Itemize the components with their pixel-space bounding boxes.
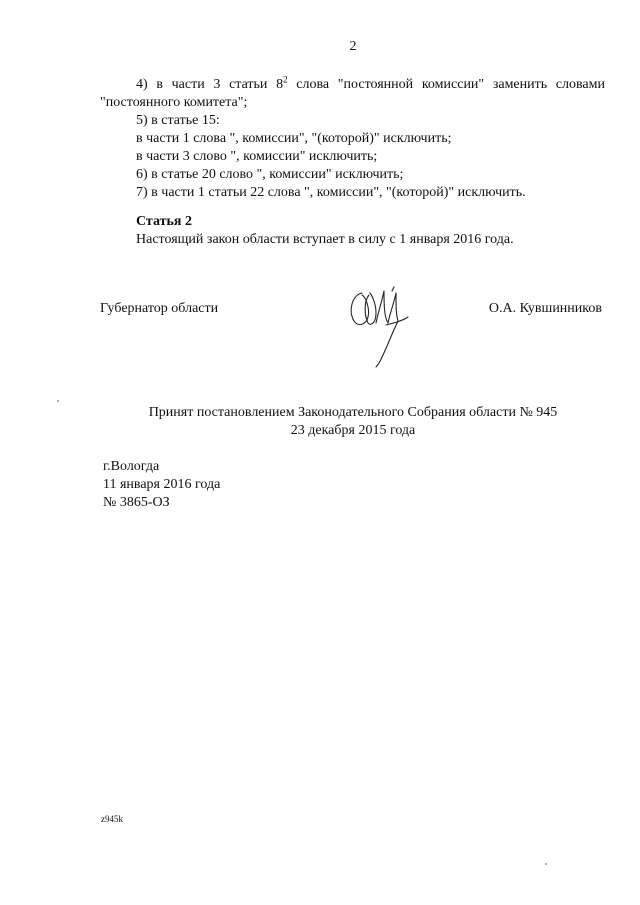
article-text: Настоящий закон области вступает в силу с 1 января 2016 года. <box>136 232 514 247</box>
handwritten-signature-icon <box>342 283 412 373</box>
governor-title: Губернатор области <box>100 301 219 316</box>
adoption-note <box>33 404 640 440</box>
adoption-line-2: 23 декабря 2015 года <box>290 423 416 438</box>
document-code: z945k <box>101 814 123 824</box>
page-number: 2 <box>349 39 357 54</box>
scan-speck <box>545 863 547 865</box>
amendment-item-6: 6) в статье 20 слово ", комиссии" исключить; <box>136 167 404 182</box>
article-2 <box>136 213 606 249</box>
adoption-line-1: Принят постановлением Законодательного Собрания области № 945 <box>148 405 558 420</box>
amendment-item-5a: в части 1 слова ", комиссии", "(которой)" исключить; <box>136 131 452 146</box>
amendment-item-4-continuation: "постоянного комитета"; <box>100 95 248 110</box>
law-date: 11 января 2016 года <box>103 477 221 492</box>
amendment-item-4 <box>100 76 605 94</box>
law-number: № 3865-ОЗ <box>103 495 170 510</box>
article-superscript: 2 <box>283 74 288 85</box>
amendments-list <box>100 76 605 202</box>
amendment-item-5b: в части 3 слово ", комиссии" исключить; <box>136 149 378 164</box>
scan-speck <box>57 400 59 402</box>
amendment-item-5: 5) в статье 15: <box>136 113 220 128</box>
amendment-4-suffix: слова "постоянной комиссии" заменить словами <box>287 77 605 92</box>
place-date-number <box>103 458 220 512</box>
governor-name: О.А. Кувшинников <box>488 301 602 316</box>
article-title: Статья 2 <box>136 214 192 229</box>
amendment-item-7: 7) в части 1 статьи 22 слова ", комиссии", "(которой)" исключить. <box>136 185 526 200</box>
amendment-4-prefix: 4) в части 3 статьи 8 <box>136 77 284 92</box>
city: г.Вологда <box>103 459 160 474</box>
